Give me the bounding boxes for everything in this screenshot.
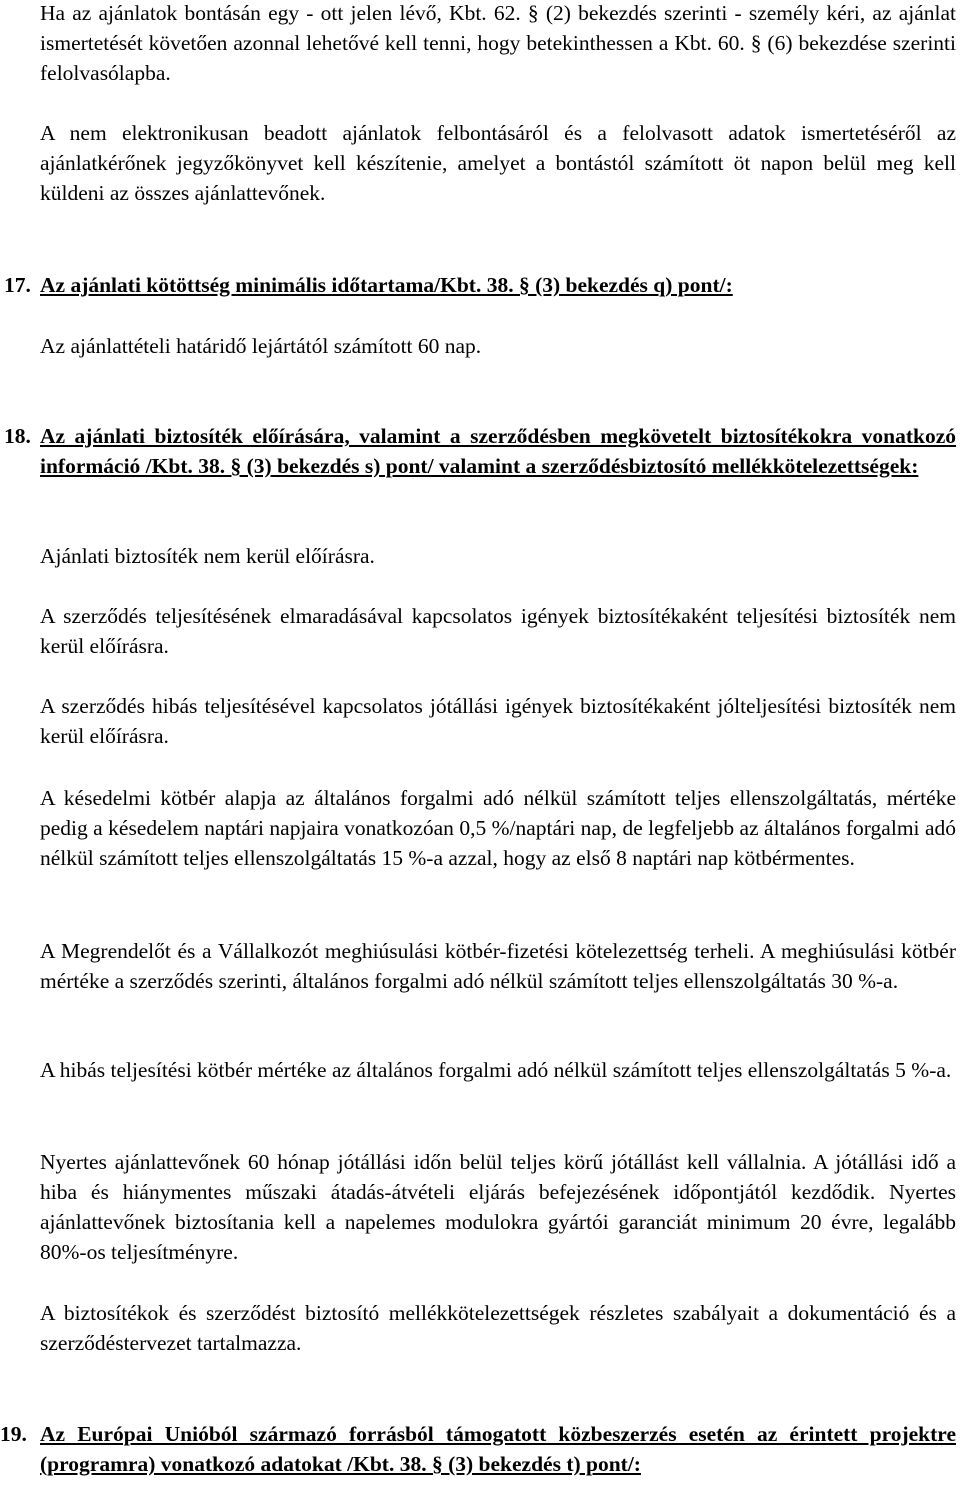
- paragraph-opening-request: Ha az ajánlatok bontásán egy - ott jelen lévő, Kbt. 62. § (2) bekezdés szerinti - személy kéri, az ajánlat ismertetését követően azonnal lehetővé kell tenni, hogy betekinthessen a Kbt. 60. § (6) bekezdése szerinti felolvasólapba.: [40, 1, 956, 85]
- section-19-heading: [0, 1419, 956, 1479]
- section-19-number: 19.: [0, 1422, 27, 1446]
- section-18-paragraph: A biztosítékok és szerződést biztosító mellékkötelezettségek részletes szabályait a dokumentáció és a szerződéstervezet tartalmazza.: [40, 1301, 956, 1355]
- section-18-paragraph: A késedelmi kötbér alapja az általános forgalmi adó nélkül számított teljes ellenszolgáltatás, mértéke pedig a késedelem naptári napjaira vonatkozóan 0,5 %/naptári nap, de legfeljebb az általános forgalmi adó nélkül számított teljes ellenszolgáltatás 15 %-a azzal, hogy az első 8 naptári nap kötbérmentes.: [40, 786, 956, 870]
- section-17-heading: [4, 270, 956, 300]
- section-18-paragraph: Nyertes ajánlattevőnek 60 hónap jótállási időn belül teljes körű jótállást kell vállalnia. A jótállási idő a hiba és hiánymentes műszaki átadás-átvételi eljárás befejezésének időpontjától kezdődik. Nyertes ajánlattevőnek biztosítania kell a napelemes modulokra gyártói garanciát minimum 20 évre, legalább 80%-os teljesítményre.: [40, 1150, 956, 1264]
- section-19-title: Az Európai Unióból származó forrásból támogatott közbeszerzés esetén az érintett projektre (programra) vonatkozó adatokat /Kbt. 38. § (3) bekezdés t) pont/:: [40, 1422, 956, 1476]
- section-18-paragraph: A szerződés teljesítésének elmaradásával kapcsolatos igények biztosítékaként teljesítési biztosíték nem kerül előírásra.: [40, 604, 956, 658]
- section-18-paragraph: A hibás teljesítési kötbér mértéke az általános forgalmi adó nélkül számított teljes ellenszolgáltatás 5 %-a.: [40, 1058, 952, 1082]
- section-18-paragraph: A szerződés hibás teljesítésével kapcsolatos jótállási igények biztosítékaként jólteljesítési biztosíték nem kerül előírásra.: [40, 694, 956, 748]
- section-17-title: Az ajánlati kötöttség minimális időtartama/Kbt. 38. § (3) bekezdés q) pont/:: [40, 273, 733, 297]
- section-18-paragraph: Ajánlati biztosíték nem kerül előírásra.: [40, 544, 375, 568]
- section-18-number: 18.: [4, 424, 31, 448]
- section-18-paragraph: A Megrendelőt és a Vállalkozót meghiúsulási kötbér-fizetési kötelezettség terheli. A meghiúsulási kötbér mértéke a szerződés szerinti, általános forgalmi adó nélkül számított teljes ellenszolgáltatás 30 %-a.: [40, 939, 956, 993]
- section-18-heading: [4, 421, 956, 481]
- section-17-body: Az ajánlattételi határidő lejártától számított 60 nap.: [40, 334, 482, 358]
- section-18-title: Az ajánlati biztosíték előírására, valamint a szerződésben megkövetelt biztosítékokra vonatkozó információ /Kbt. 38. § (3) bekezdés s) pont/ valamint a szerződésbiztosító mellékkötelezettségek:: [40, 424, 956, 478]
- section-17-number: 17.: [4, 273, 31, 297]
- paragraph-minutes: A nem elektronikusan beadott ajánlatok felbontásáról és a felolvasott adatok ismertetéséről az ajánlatkérőnek jegyzőkönyvet kell készítenie, amelyet a bontástól számított öt napon belül meg kell küldeni az összes ajánlattevőnek.: [40, 121, 956, 205]
